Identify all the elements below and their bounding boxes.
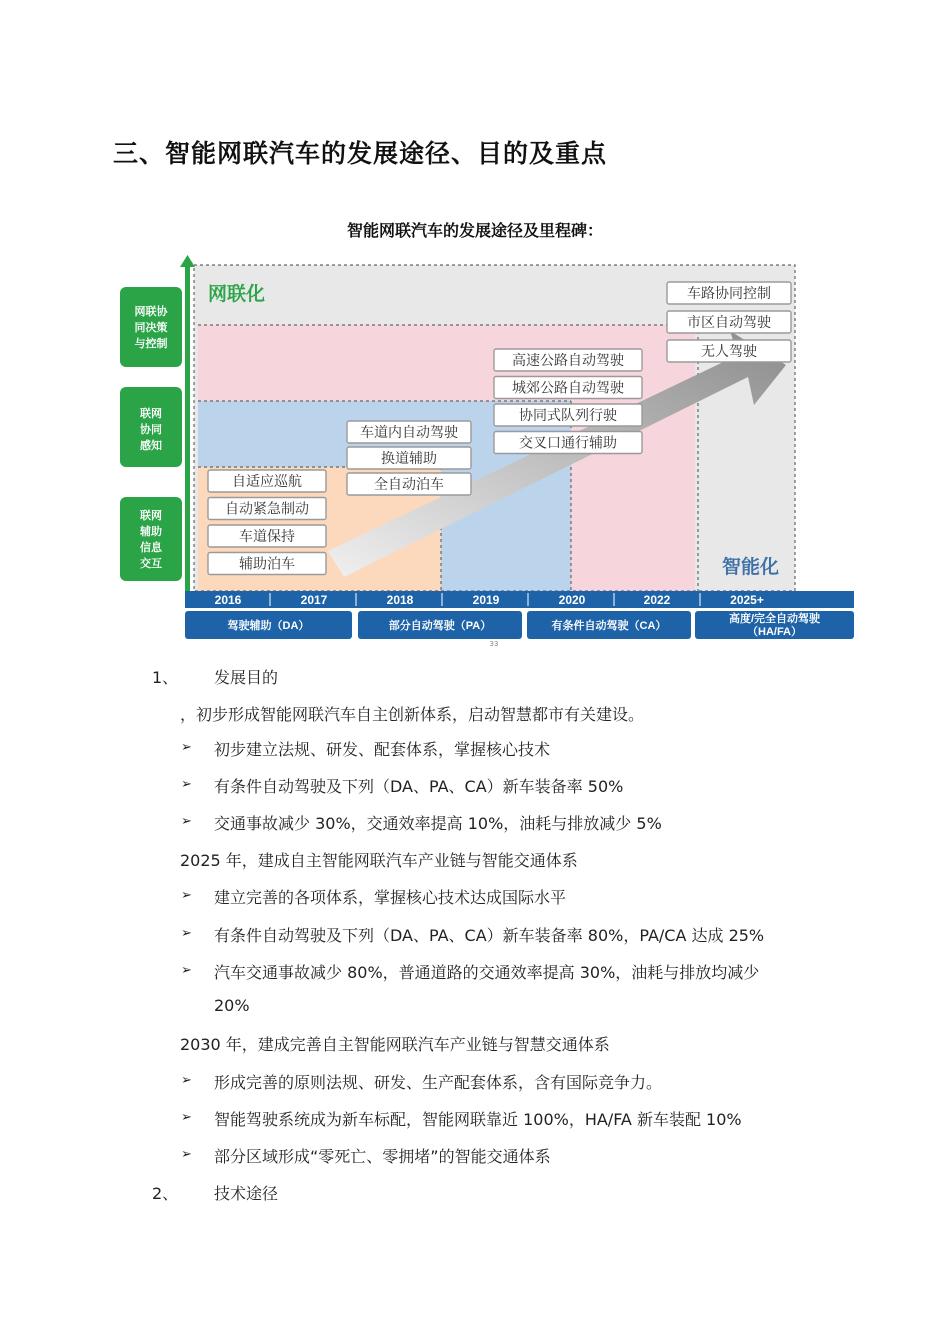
bullet-3-text: 交通事故减少 30%，交通效率提高 10%，油耗与排放减少 5% bbox=[214, 814, 662, 833]
level-3-line-3: 信息 bbox=[140, 542, 162, 554]
bullet-1-text: 初步建立法规、研发、配套体系，掌握核心技术 bbox=[214, 740, 551, 759]
bullet-1-icon: ➢ bbox=[181, 740, 192, 755]
bullet-6-icon: ➢ bbox=[181, 963, 192, 978]
year-label: 2016 bbox=[214, 593, 242, 607]
group_fa-label: 车路协同控制 bbox=[687, 287, 771, 302]
bullet-2-text: 有条件自动驾驶及下列（DA、PA、CA）新车装备率 50% bbox=[214, 777, 624, 796]
figure-title: 智能网联汽车的发展途径及里程碑： bbox=[346, 221, 603, 240]
page-mark: 33 bbox=[489, 640, 499, 648]
level-1-line-1: 网联协 bbox=[134, 306, 168, 318]
group_ca-label: 城郊公路自动驾驶 bbox=[512, 381, 624, 397]
bullet-4-icon: ➢ bbox=[181, 888, 192, 903]
axis-top-label: 网联化 bbox=[208, 284, 266, 305]
level-3-line-4: 交互 bbox=[140, 558, 162, 570]
group_pa-label: 车道内自动驾驶 bbox=[360, 426, 458, 441]
stage-label: 驾驶辅助（DA） bbox=[227, 620, 310, 632]
bullet-6-text: 汽车交通事故减少 80%，普通道路的交通效率提高 30%，油耗与排放均减少 bbox=[214, 963, 760, 982]
section-1-number: 1、 bbox=[152, 668, 179, 687]
group_da-label: 车道保持 bbox=[239, 530, 295, 545]
bullet-7-text: 形成完善的原则法规、研发、生产配套体系，含有国际竞争力。 bbox=[214, 1073, 663, 1092]
bullet-6-text-cont: 20% bbox=[214, 996, 250, 1015]
goal-2025-line: 2025 年，建成自主智能网联汽车产业链与智能交通体系 bbox=[180, 851, 578, 870]
bullet-5-icon: ➢ bbox=[181, 926, 192, 941]
year-label: 2022 bbox=[643, 593, 671, 607]
roadmap-figure bbox=[118, 255, 858, 650]
group_ca-label: 协同式队列行驶 bbox=[519, 409, 617, 424]
group_da-label: 辅助泊车 bbox=[239, 557, 295, 573]
group_ca-label: 交叉口通行辅助 bbox=[519, 436, 617, 452]
goal-2030-line: 2030 年，建成完善自主智能网联汽车产业链与智慧交通体系 bbox=[180, 1035, 610, 1054]
section-2-number: 2、 bbox=[152, 1184, 179, 1203]
level-1-line-3: 与控制 bbox=[134, 338, 168, 350]
bullet-4-text: 建立完善的各项体系，掌握核心技术达成国际水平 bbox=[214, 888, 567, 907]
stage-label: 部分自动驾驶（PA） bbox=[388, 620, 492, 632]
bullet-2-icon: ➢ bbox=[181, 777, 192, 792]
stage-label: （HA/FA） bbox=[747, 626, 802, 638]
vertical-axis-line bbox=[185, 265, 190, 591]
level-3-line-1: 联网 bbox=[140, 510, 162, 522]
bullet-3-icon: ➢ bbox=[181, 814, 192, 829]
year-label: 2017 bbox=[300, 593, 328, 607]
page-heading: 三、智能网联汽车的发展途径、目的及重点 bbox=[113, 139, 608, 168]
bullet-9-text: 部分区域形成“零死亡、零拥堵”的智能交通体系 bbox=[214, 1147, 551, 1166]
bullet-9-icon: ➢ bbox=[181, 1147, 192, 1162]
axis-arrowhead bbox=[180, 255, 195, 267]
level-3-line-2: 辅助 bbox=[140, 526, 162, 538]
section-2-title: 技术途径 bbox=[214, 1184, 279, 1203]
bullet-7-icon: ➢ bbox=[181, 1073, 192, 1088]
group_da-label: 自适应巡航 bbox=[232, 475, 302, 490]
year-label: 2020 bbox=[558, 593, 586, 607]
group_pa-label: 换道辅助 bbox=[381, 452, 437, 467]
group_ca-label: 高速公路自动驾驶 bbox=[512, 354, 624, 369]
year-label: 2025+ bbox=[730, 593, 764, 607]
level-2-line-2: 协同 bbox=[140, 424, 162, 436]
stage-label: 高度/完全自动驾驶 bbox=[728, 613, 821, 625]
group_fa-label: 无人驾驶 bbox=[701, 345, 757, 360]
group_pa-label: 全自动泊车 bbox=[374, 478, 444, 493]
bullet-8-icon: ➢ bbox=[181, 1110, 192, 1125]
year-label: 2019 bbox=[472, 593, 500, 607]
group_da-label: 自动紧急制动 bbox=[225, 502, 309, 518]
section-1-title: 发展目的 bbox=[214, 668, 279, 687]
intro-line: ，初步形成智能网联汽车自主创新体系，启动智慧都市有关建设。 bbox=[180, 705, 645, 724]
stage-label: 有条件自动驾驶（CA） bbox=[551, 620, 667, 632]
bullet-5-text: 有条件自动驾驶及下列（DA、PA、CA）新车装备率 80%，PA/CA 达成 25% bbox=[214, 926, 765, 945]
year-label: 2018 bbox=[386, 593, 414, 607]
level-1-line-2: 同决策 bbox=[134, 322, 168, 334]
axis-right-label: 智能化 bbox=[722, 557, 780, 578]
group_fa-label: 市区自动驾驶 bbox=[687, 316, 771, 331]
bullet-8-text: 智能驾驶系统成为新车标配，智能网联靠近 100%，HA/FA 新车装配 10% bbox=[214, 1110, 742, 1129]
level-2-line-1: 联网 bbox=[140, 408, 162, 420]
level-2-line-3: 感知 bbox=[140, 440, 162, 452]
